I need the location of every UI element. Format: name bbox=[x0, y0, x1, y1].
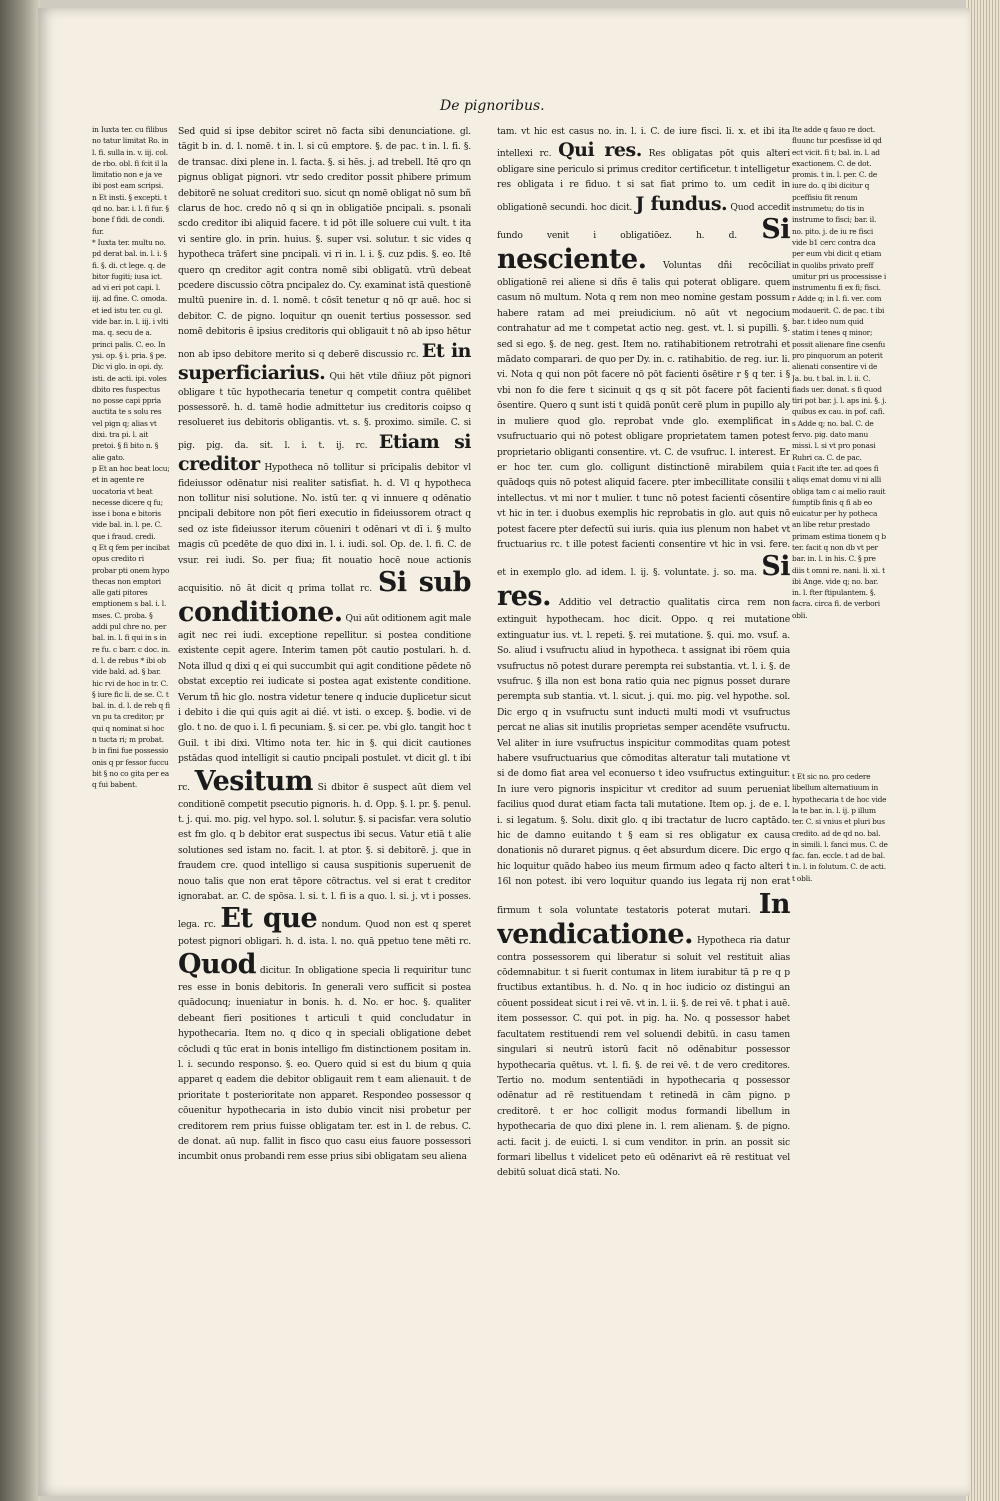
rubric-heading: Qui res. bbox=[558, 139, 642, 162]
rubric-heading: Et in superficiarius. bbox=[178, 339, 471, 385]
rubric-heading: Quod bbox=[178, 948, 257, 980]
commentary-column-left bbox=[178, 124, 471, 1354]
commentary-text: Voluntas dñi recōciliat obligationē rei aliene si dñs ē talis qui poterat obligare. quem casum nō multum. Nota q rem non meo nomine gestam possum habere ratam ad mei preiudicium. nō aūt vt negocium contrahatur ad me t competat actio neg. gest. vt. l. si pupilli. §. sed si ego. §. de neg. gest. Item no. ratihabitionem retrotrahi et mādato comparari. de quo per Dy. in. c. ratihabitio. de reg. iur. li. vi. Nota q qui non pōt facere nō pōt facienti ōsētire r § q ter. i § vbi non fo die fere t sicinuit q qs q sit pōt facere pōt facienti ōsentire. Quero q sunt isti t quidā ponūt cerē plum in pupillo aly in muliere quod glo. reprobat vnde glo. exemplificat in vsufructuario qui nō potest obligare proprietatem tamen potest proprietario obliganti consentire. vt. C. de vsufruc. l. interest. Er er hoc ter. cum glo. colligunt distinctionē mirabilem quia quādoqs quis nō potest aliquid facere. pter imbecillitate consilii t intellectus. vt mi nor t mulier. t tunc nō potest facienti cōsentire vt hic in ter. i duobus exemplis hic reprobatis in glo. aut quis nō potest facere pter defectū sui iuris. quia ius plenum non habet vt fructuarius rc. t ille potest facienti consentire vt hic in vsi. fere. et in exemplo glo. ad idem. l. ij. §. voluntate. j. so. ma. bbox=[497, 260, 790, 579]
page-edges bbox=[966, 0, 1000, 1501]
commentary-text: Qui aūt oditionem agit male agit nec rei iudi. exceptione repellitur. si postea conditione existente cepit agere. Interim tamen pōt cautio postulari. h. d. Nota illud q dixi q ei qui succumbit qui agit conditione pēdete nō obstat exceptio rei iudicate si postea agat existente conditione. Verum tñ hic glo. nostra videtur tenere q inducie duplicetur sicut i debito i die qui quis agit ai dié. vt isti. o excep. §. bodie. vi de glo. t no. de quo i. l. fi pecuniam. §. si cer. pe. vbi glo. tangit hoc t Guil. t ibi dixi. Vltimo nota ter. hic in §. qui dicit cautiones pstādas quod intelligit si cautio pncipali postulet. vt dicit gl. t ibi rc. bbox=[178, 612, 471, 793]
commentary-text: Sed quid si ipse debitor sciret nō facta sibi denunciatione. gl. tāgit b in. d. l. nomē. t in. l. si cū emptore. §. de pac. t in. l. fi. §. de transac. dixi plene in. l. facta. §. si hēs. j. ad trebell. Itē qro qn pignus obligat pignori. vtr sedo creditor possit phibere primum debitorē ne soluat creditori suo. sicut qn nomē obligat nō sum bñ clarus de hoc. credo nō q si qn in obligatiōe pncipali. s. psonali scdo creditor ibi aliquid facere. t id pōt ille soluere cui vult. t ita vi sentire glo. in prin. huius. §. super vsi. solutur. t sic vides q hypotheca trāfert sine pncipali. vi ri in. l. i. §. cuz pdis. §. eo. Itē quero qn creditor agit contra nomē sibi obligatū. vtrū debeat pcedere discussio cōtra pncipalez do. Cy. examinat istā questionē multū puenire in. d. l. nomē. t cōsīt tenetur q nō qr auē. hoc si debitor. C. de pigno. loquitur qn ouenit tertius possessor. sed nomē debitoris ē ipsius creditoris qui obligauit t nō ab ipso hētur non ab ipso debitore merito si q deberē discussio rc. bbox=[178, 126, 471, 360]
gloss-note: r Adde q; in l. fi. ver. com modauerit. C. de pac. t ibi bar. t ideo num quid statim i tenes q minor; possit alienare fine csenfu pro pinquorum an poterit alienati consentire vi de Ja. bu. t bal. in. l. ii. C. fiads uer. donat. s fi quod tiri pot bar. j. l. aps ini. §. j. quibus ex cau. in pof. cafi. bbox=[792, 294, 887, 417]
commentary-text: dicitur. In obligatione specia li requiritur tunc res esse in bonis debitoris. In generali vero sufficit si postea quādocunq; inueniatur in bonis. h. d. No. er hoc. §. qualiter debeant fieri positiones t articuli t quid concludatur in hypothecaria. Item no. q dico q in speciali obligatione debet cōcludi q tūc erat in bonis intelligo fm distinctionem positam in. l. i. secundo responso. §. eo. Quero quid si est du bium q quia apparet q eadem die debitor obligauit rem t eam alienauit. t de prioritate t posterioritate non apparet. Respondeo possessor q cōuenitur hypothecaria in isto dubio vincit nisi probetur per creditorem rem prius fuisse obligatam ter. est in l. de rebus. C. de donat. aū nup. fallit in fisco quo casu eius fauore possessori incumbit onus probandi rem esse prius sibi obligatam seu aliena bbox=[178, 964, 471, 1163]
rubric-heading: In vendicatione. bbox=[497, 888, 790, 950]
gloss-note: t Facit ifte ter. ad qoes fi aliqs emat domu vi ni alli obliga tam c ai melio rauit fumptib finis q fi ab eo euicatur per hy potheca an libe retur prestado primam estima tionem q b ter. facit q non db vt per bar. in. l. in his. C. § pre diis t omni re. nani. li. xi. t ibi Ange. vide q; no. bar. in. l. fter ftipulantem. §. facra. circa fi. de verbori obli. bbox=[792, 463, 886, 620]
rubric-heading: Vesitum bbox=[194, 765, 313, 797]
rubric-heading: Si res. bbox=[497, 551, 790, 613]
commentary-text: Qui hēt vtile dñiuz pōt pignori obligare t tūc hypothecaria tenetur q competit contra quēlibet possessorē. h. d. tamē hodie admittetur ius creditoris coipso q resolueret ius debitoris obligantis. vt. s. §. proximo. simile. C. si pig. pig. da. sit. l. i. t. ij. rc. bbox=[178, 371, 471, 451]
commentary-text: Res obligatas pōt quis alteri obligare sine periculo si primus creditor certificetur. t intelligetur res obligata i re fiduo. t si sat fiat primo to. um cedit in obligationē secundi. hoc dicit. bbox=[497, 148, 790, 213]
rubric-heading: Etiam si creditor bbox=[178, 430, 471, 476]
gloss-note: p Et an hoc beat locu; et in agente re uocatoria vt beat necesse dicere q fu; isse i bona e bitoris vide bal. in. l. pe. C. que i fraud. credi. bbox=[92, 463, 170, 541]
rubric-heading: Et que bbox=[220, 903, 318, 935]
commentary-text: Quod accedit fundo venit i obligatiōez. h. d. bbox=[497, 201, 790, 242]
book-gutter bbox=[0, 0, 40, 1501]
gloss-note: * Iuxta ter. multu no. pd derat bal. in. l. i. § fi. §. di. ct lege. q. de bitor fugiti; iusa ict. ad vi eri pot capi. l. iij. ad fine. C. omoda. et ied istu ter. cu gl. vide bar. in. l. iij. i vlti ma. q. secu de a. princi palis. C. eo. In ysi. op. § i. pria. § pe. Dic vi glo. in opi. dy. isti. de acti. ipi. voles dbito res fuspectus no posse capi ppria auctita te s solu res vel pign q; alias vt dixi. tra pi. l. ait pretoi. § fi bito n. § alie gato. bbox=[92, 237, 169, 462]
gloss-note: q Et q fem per incibat opus credito ri probar pti onem hypo thecas non emptori alle gati pitores emptionem s bal. i. l. mses. C. proba. § addi pul chre no. per bal. in. l. fi qui in s in re fu. c barr. c doc. in. d. l. de rebus * ibi ob vide bald. ad. § bar. hic rvi de hoc in tr. C. § iure fic li. de se. C. t bal. in. d. l. de reb q fi vn pu ta creditor; pr qui q nominat si hoc n tucta ri; m probat. b in fini fue possessio onis q pr fessor fuccu bit § no co gita per ea q fui babent. bbox=[92, 542, 170, 790]
commentary-column-right bbox=[497, 124, 790, 1336]
left-marginal-gloss bbox=[92, 124, 170, 1004]
gloss-note: n Et insti. § excepti. t qd no. bar. i. l. fi fur. § bone f fidi. de condi. fur. bbox=[92, 192, 169, 236]
commentary-text: tam. vt hic est casus no. in. l. i. C. de iure fisci. li. x. et ibi ita intellexi rc. bbox=[497, 126, 790, 160]
right-marginal-gloss bbox=[792, 124, 888, 1334]
running-header: De pignoribus. bbox=[440, 98, 545, 114]
commentary-text: Additio vel detractio qualitatis circa rem non extinguit hypothecam. hoc dicit. Oppo. q rei mutatione extinguatur ius. vt. l. repeti. §. rei mutatione. §. qui. mo. vsuf. a. So. aliud i vsufructu aliud in hypotheca. t assignat ibi rōem quia vsufructus nō potest durare perempta rei substantia. vt. l. i. §. de vsufruc. § illa non est bona ratio quia nec pignus posset durare perempta sub stantia. vt. l. sicut. j. qui. mo. pig. vel hypothe. sol. Dic ergo q in vsufructu sunt inducti multi modi vt vsufructus percat ne alias sit inutilis proprietas semper acendēte vsufructu. Vel aliter in iure vsufructus inspicitur commoditas quam potest habere vsufructuarius que cōmoditas alteratur tali mutatione vt si de domo fiat area vel econuerso t ideo vsufructus extinguitur. In iure vero pignoris inspicitur vt creditor ad suum perueniat facilius quod durat etiam facta tali mutatione. Item op. j. de e. l. i. si legatum. §. Solu. dixit glo. q ibi tractatur de lucro captādo. hic de damno euitando t § eam si res obligatur ex causa donationis nō duraret pignus. q ēet absurdum dicere. Dic ergo q hic loquitur quādo habeo ius meum firmum adeo q facto alteri t 16l non potest. ibi vero loquitur quando ius legata rij non erat firmum t sola voluntate testatoris poterat mutari. bbox=[497, 597, 790, 916]
commentary-text: Hypotheca nō tollitur si prīcipalis debitor vl fideiussor odēnatur nisi realiter satisfiat. h. d. Vl q hypotheca non tollitur nisi solutione. No. istū ter. q vi innuere q odēnatio pncipali debitore non pōt fieri executio in fideiussorem otract q sed oz iste fideiussor iterum cōueniri t odēnari vt dī i. § multo magis cū pcedēte de quo dixi in. l. i. iudi. sol. Op. de. l. fi. C. de vsur. rei iudi. So. per fiua; fit nouatio hocē noue actionis acquisitio. nō āt dicit q prima tollat rc. bbox=[178, 462, 471, 594]
rubric-heading: J fundus. bbox=[635, 192, 728, 215]
commentary-text: nondum. Quod non est q speret potest pignori obligari. h. d. ista. l. no. quā ppetuo tene mēti rc. bbox=[178, 919, 471, 948]
gloss-note: s Adde q; no. bal. C. de fervo. pig. dato manu missi. l. si vt pro ponasi Rubri ca. C. de pac. bbox=[792, 418, 876, 462]
rubric-heading: Si nesciente. bbox=[497, 214, 790, 276]
rubric-heading: Si sub conditione. bbox=[178, 566, 471, 628]
commentary-text: Hypotheca ria datur contra possessorem qui liberatur si soluit vel restituit alias cōdemnabitur. t si fuerit contumax in litem iurabitur tā p re q p fructibus extantibus. h. d. No. q in hoc iudicio oz distingui an cōuent possideat sicut i rei vē. vt in. l. ii. §. de rei vē. t phat i auē. item possessor. C. qui pot. in pig. ha. No. q possessor habet facultatem restituendi rem vel soluendi debitū. in casu tamen singulari si neutrū istorū facit nō odēnabitur possessor hypothecaria quētus. vt. l. fi. §. de rei vē. t de vero creditores. Tertio no. modum sententiādi in hypothecaria q possessor odēnatur ad rē restituendam t retinedā in cām pigno. p creditorē. t er hoc colligit modus formandi libellum in hypothecaria de quo dixi plene in. l. rem alienam. §. de pigno. acti. facit j. de euicti. l. si cum venditor. in prin. an possit sic formari libellus t videlicet peto eū odēnarivt eā rē restituat vel debitū soluat dicā stati. No. bbox=[497, 934, 790, 1179]
gloss-note: Ite adde q fauo re doct. fluunc tur pcesfisse id qd ect vicit. fi t; bal. in. l. ad exactionem. C. de dot. promis. t in. l. per. C. de iure do. q ibi dicitur q pceffisiu fit renum instrumetu; do tis in instrume to fisci; bar. il. no. pito. j. de iu re fisci vide b1 cerc contra dca per eum vbi dicit q etiam in quolibs privato preff umitur pri us processisse i instrumentu fi ex fi; fisci. bbox=[792, 125, 887, 293]
commentary-text: Si dbitor ē suspect aūt diem vel conditionē competit psecutio pignoris. h. d. Opp. §. l. pr. §. penul. t. j. qui. mo. pig. vel hypo. sol. l. solutur. §. si pacisfar. vera solutio est fm glo. q b debitor erat suspectus ibi secus. Vatur etiā t alie solutiones sed istam no. facit. l. at ptor. §. si debitorē. j. que in fraudem cre. quod intelligo si causa suspitionis superuenit de nouo talis que non erat tēpore cōtractus. vel si erat t creditor ignorabat. ar. C. de spōsa. l. si. t. l. fi is a quo. l. si. j. vt i posses. lega. rc. bbox=[178, 781, 471, 931]
gloss-note: t Et sic no. pro cedere libellum alternatiuum in hypothecaria t de hoc vide la te bar. in. l. ij. p illum ter. C. si vnius et pluri bus credito. ad de qd no. bal. in simili. l. fanci mus. C. de fac. fan. eccle. t ad de bal. in. l. in folutum. C. de acti. t obli. bbox=[792, 772, 888, 883]
gloss-note: in Iuxta ter. cu filibus no tatur limitat Ro. in l. fi. sulla in. v. iij. col. de rbo. obl. fi fcit il la limitatio non e ja ve ibi post eam scripsi. bbox=[92, 125, 169, 191]
